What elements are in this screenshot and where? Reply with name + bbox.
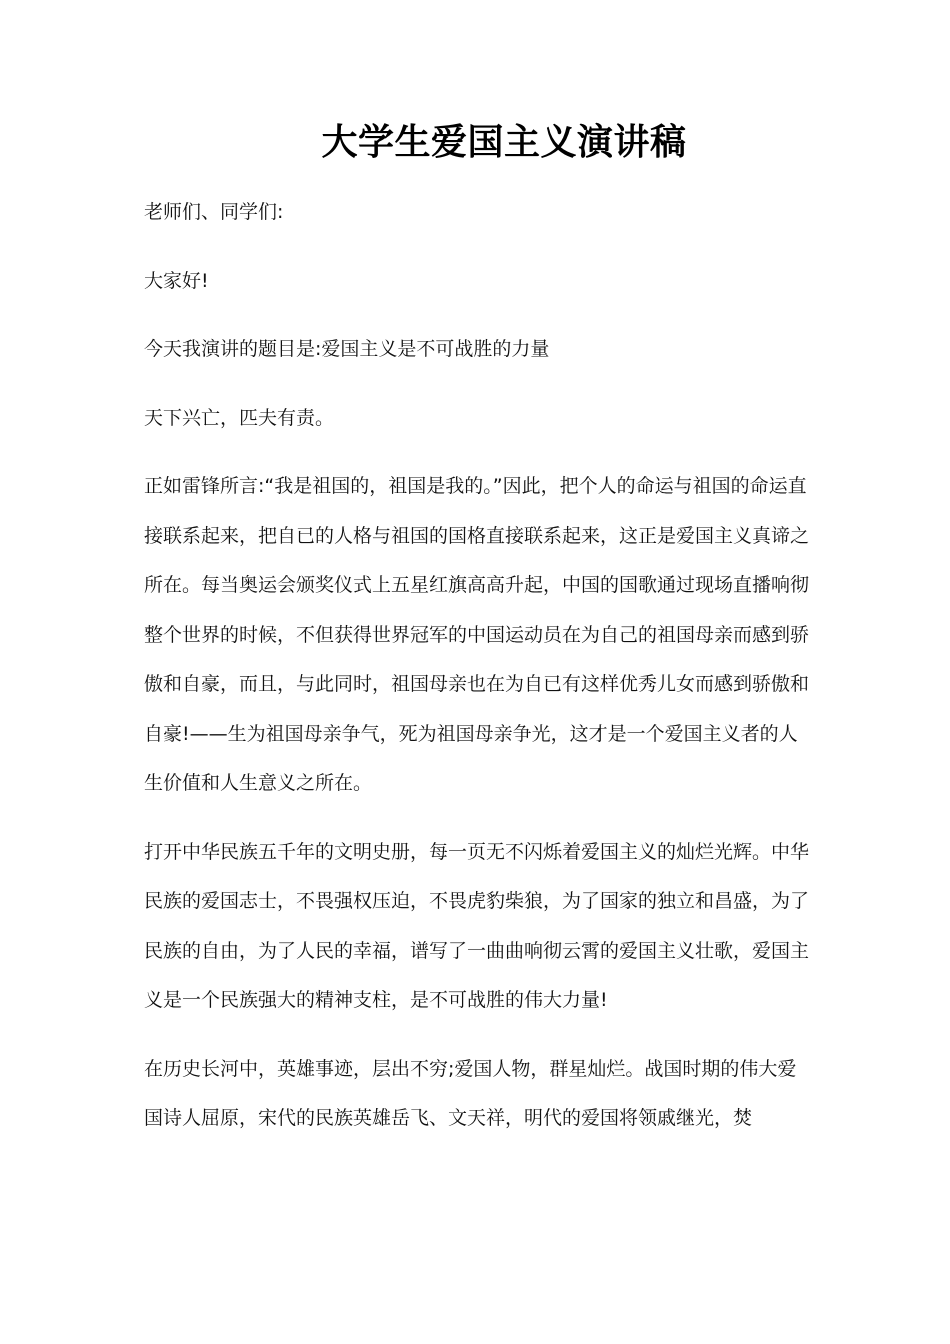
body-paragraph: 正如雷锋所言:“我是祖国的，祖国是我的。”因此，把个人的命运与祖国的命运直接联系起来，把自已的人格与祖国的国格直接联系起来，这正是爱国主义真谛之所在。每当奥运会颁奖仪式上五星红旗高高升起，中国的国歌通过现场直播响彻整个世界的时候，不但获得世界冠军的中国运动员在为自己的祖国母亲而感到骄傲和自豪，而且，与此同时，祖国母亲也在为自已有这样优秀儿女而感到骄傲和自豪!——生为祖国母亲争气，死为祖国母亲争光，这才是一个爱国主义者的人生价值和人生意义之所在。 bbox=[144, 475, 810, 794]
salutation-paragraph: 老师们、同学们: bbox=[144, 201, 284, 223]
body-paragraph: 在历史长河中，英雄事迹，层出不穷;爱国人物，群星灿烂。战国时期的伟大爱国诗人屈原，宋代的民族英雄岳飞、文天祥，明代的爱国将领戚继光，焚 bbox=[144, 1057, 797, 1129]
greeting-paragraph: 大家好! bbox=[144, 269, 209, 292]
quote-paragraph: 天下兴亡，匹夫有责。 bbox=[144, 406, 335, 429]
body-paragraph: 打开中华民族五千年的文明史册，每一页无不闪烁着爱国主义的灿烂光辉。中华民族的爱国志士，不畏强权压迫，不畏虎豹柴狼，为了国家的独立和昌盛，为了民族的自由，为了人民的幸福，谱写了一曲曲响彻云霄的爱国主义壮歌，爱国主义是一个民族强大的精神支柱，是不可战胜的伟大力量! bbox=[144, 840, 810, 1011]
topic-paragraph: 今天我演讲的题目是:爱国主义是不可战胜的力量 bbox=[144, 338, 550, 360]
document-body bbox=[144, 188, 814, 1144]
document-title: 大学生爱国主义演讲稿 bbox=[321, 122, 687, 163]
